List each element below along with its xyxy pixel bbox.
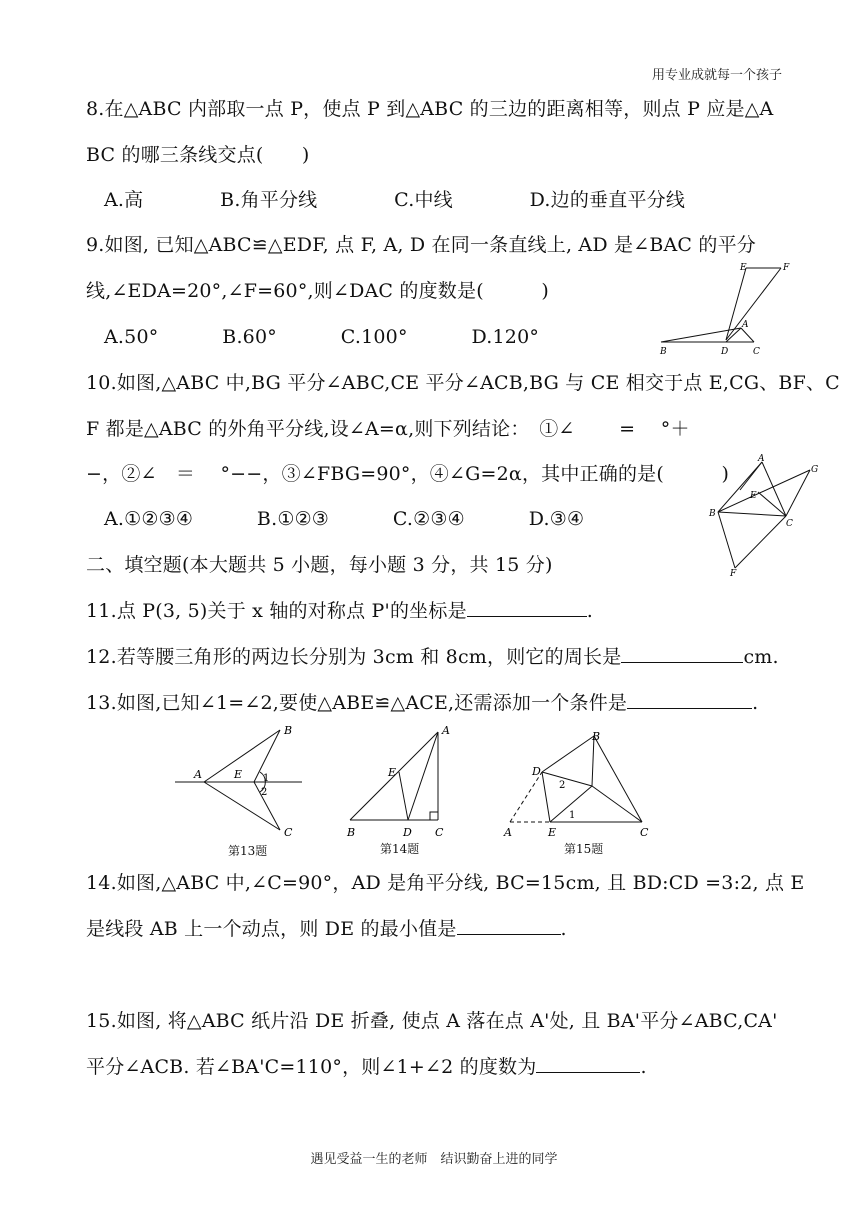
q11-text: 11.点 P(3, 5)关于 x 轴的对称点 P'的坐标是: [86, 600, 467, 622]
q13-line: [86, 688, 758, 715]
q9-options: A.50° B.60° C.100° D.120°: [104, 326, 540, 348]
q10-line1: 10.如图,△ABC 中,BG 平分∠ABC,CE 平分∠ACB,BG 与 CE 相交于点 E,CG、BF、C: [86, 372, 840, 394]
q15-label-b: B: [592, 730, 601, 743]
q8-options: A.高 B.角平分线 C.中线 D.边的垂直平分线: [104, 189, 686, 211]
q14-figure: [342, 720, 458, 842]
q10-label-a: A: [758, 454, 765, 464]
q10-label-b: B: [709, 509, 716, 519]
q10-label-e: E: [750, 491, 757, 501]
q9-label-f: F: [783, 263, 790, 273]
q14-answer-blank[interactable]: [457, 916, 561, 935]
q14-label-b: B: [347, 826, 356, 839]
q8-line2: BC 的哪三条线交点( ): [86, 144, 310, 166]
q10-figure: [700, 450, 825, 578]
q9-line2: 线,∠EDA=20°,∠F=60°,则∠DAC 的度数是( ): [86, 280, 550, 302]
q13-label-1: 1: [263, 773, 270, 784]
q13-label-a: A: [194, 768, 202, 781]
q15-label-1: 1: [569, 810, 576, 821]
page-footer-slogan: 遇见受益一生的老师 结识勤奋上进的同学: [310, 1152, 558, 1167]
q13-label-c: C: [284, 826, 293, 839]
q9-line1: 9.如图, 已知△ABC≌△EDF, 点 F, A, D 在同一条直线上, AD 是∠BAC 的平分: [86, 234, 757, 256]
q14-line2: 是线段 AB 上一个动点，则 DE 的最小值是: [86, 918, 457, 940]
q13-figure-caption: 第13题: [228, 844, 268, 858]
q14-label-a: A: [442, 724, 450, 737]
q15-label-e: E: [548, 826, 557, 839]
q15-label-c: C: [640, 826, 649, 839]
q13-label-e: E: [234, 768, 243, 781]
q9-label-c: C: [753, 347, 760, 357]
q14-label-c: C: [435, 826, 444, 839]
page-header-slogan: 用专业成就每一个孩子: [651, 68, 782, 83]
q14-label-e: E: [388, 766, 397, 779]
q8-line1: 8.在△ABC 内部取一点 P，使点 P 到△ABC 的三边的距离相等，则点 P 应是△A: [86, 98, 774, 120]
q10-label-c: C: [786, 519, 793, 529]
q12-text: 12.若等腰三角形的两边长分别为 3cm 和 8cm，则它的周长是: [86, 646, 622, 668]
q15-line1: 15.如图, 将△ABC 纸片沿 DE 折叠, 使点 A 落在点 A'处, 且 BA'平分∠ABC,CA': [86, 1010, 778, 1032]
q9-label-e: E: [740, 263, 747, 273]
q13-end: .: [752, 692, 759, 714]
q10-options: A.①②③④ B.①②③ C.②③④ D.③④: [104, 508, 585, 530]
q9-label-d: D: [721, 347, 729, 357]
q14-line1: 14.如图,△ABC 中,∠C=90°，AD 是角平分线, BC=15cm, 且 BD:CD =3:2, 点 E: [86, 872, 805, 894]
q15-line2: 平分∠ACB. 若∠BA'C=110°，则∠1+∠2 的度数为: [86, 1056, 537, 1078]
q15-figure-caption: 第15题: [564, 842, 604, 856]
q12-end: cm.: [743, 646, 779, 668]
q11-end: .: [586, 600, 594, 622]
q13-label-2: 2: [261, 787, 268, 798]
q13-answer-blank[interactable]: [627, 690, 752, 709]
q15-answer-blank[interactable]: [536, 1054, 640, 1073]
q9-label-a: A: [742, 320, 749, 330]
q11-line: [86, 596, 593, 623]
q9-label-b: B: [660, 347, 667, 357]
q15-label-2: 2: [559, 780, 566, 791]
q14-label-d: D: [403, 826, 412, 839]
q12-line: [86, 642, 779, 669]
q14-end: .: [560, 918, 567, 940]
q15-figure: [500, 724, 660, 840]
q10-label-f: F: [730, 569, 737, 578]
q12-answer-blank[interactable]: [621, 644, 743, 663]
q13-figure: [172, 720, 312, 842]
q13-text: 13.如图,已知∠1=∠2,要使△ABE≌△ACE,还需添加一个条件是: [86, 692, 628, 714]
q15-label-a: A: [504, 826, 512, 839]
q15-line2-wrap: [86, 1052, 647, 1079]
q14-line2-wrap: [86, 914, 567, 941]
q10-line2: F 都是△ABC 的外角平分线,设∠A=α,则下列结论： ①∠ = °＋: [86, 418, 690, 440]
q9-figure: [656, 256, 796, 360]
q10-line3: −，②∠ ＝ °−−，③∠FBG=90°，④∠G=2α，其中正确的是( ): [86, 463, 730, 485]
q15-label-d: D: [532, 765, 541, 778]
q14-figure-caption: 第14题: [380, 842, 420, 856]
q15-end: .: [640, 1056, 647, 1078]
q13-label-b: B: [284, 724, 293, 737]
q10-label-g: G: [811, 465, 819, 475]
q11-answer-blank[interactable]: [467, 598, 587, 617]
section-2-heading: 二、填空题(本大题共 5 小题，每小题 3 分，共 15 分): [86, 554, 553, 576]
